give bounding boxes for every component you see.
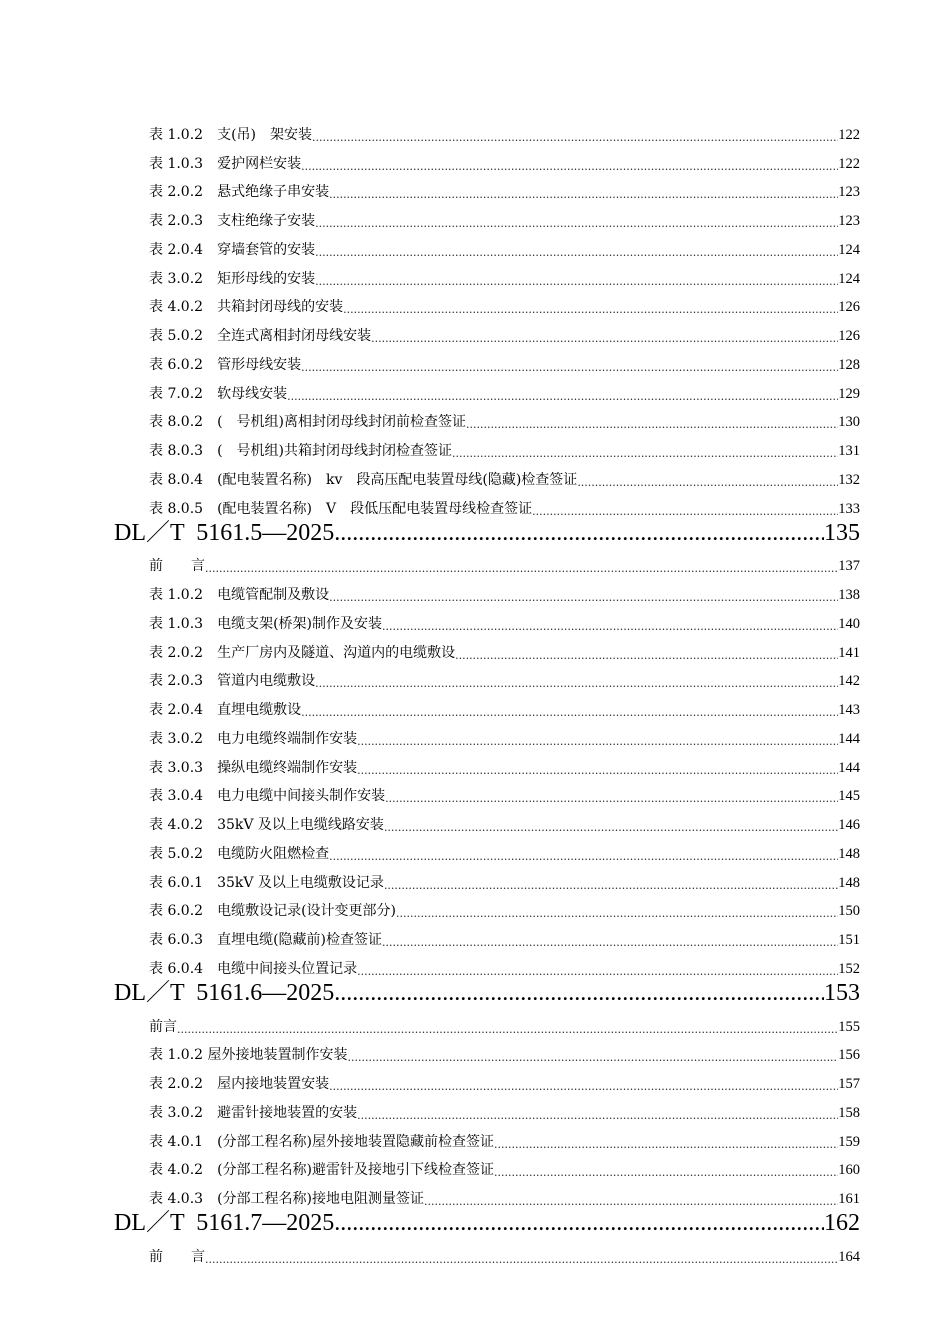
dot-leader [357,735,838,748]
dot-leader [329,591,838,604]
toc-page-number: 138 [838,587,860,603]
dot-leader [205,562,838,575]
toc-entry[interactable] [114,1237,860,1266]
dot-leader [177,1023,838,1036]
toc-entry-title: 表 6.0.3 直埋电缆(隐藏前)检查签证 [149,932,382,948]
toc-entry-title: 表 2.0.4 穿墙套管的安装 [149,241,316,258]
toc-entry-title: 表 1.0.2 支(吊) 架安装 [149,126,312,143]
toc-entry-title: 表 5.0.2 电缆防火阻燃检查 [149,845,330,862]
toc-page-number: 131 [838,443,860,459]
toc-entry-title: 表 4.0.3 (分部工程名称)接地电阻测量签证 [149,1191,424,1207]
toc-page-number: 126 [838,299,860,316]
toc-page-number: 128 [838,356,860,373]
toc-entry-title: 表 3.0.2 避雷针接地装置的安装 [149,1104,358,1121]
toc-entry-title: 表 8.0.5 (配电装置名称) V 段低压配电装置母线检查签证 [149,500,533,517]
toc-entry[interactable] [114,748,860,777]
toc-page-number: 124 [838,241,860,258]
toc-page-number: 135 [824,519,860,546]
dot-leader [312,131,838,144]
toc-page-number: 160 [838,1162,860,1179]
toc-entry-title: 表 1.0.3 爱护网栏安装 [149,155,302,172]
dot-leader [357,965,838,978]
toc-entry[interactable] [114,920,860,949]
dot-leader [315,275,838,288]
toc-page-number: 143 [838,702,860,718]
toc-entry-title: 表 6.0.2 电缆敷设记录(设计变更部分) [149,903,396,920]
toc-entry-title: 表 4.0.2 35kV 及以上电缆线路安装 [149,817,384,833]
toc-entry[interactable] [114,1093,860,1122]
toc-entry-title: 表 4.0.1 (分部工程名称)屋外接地装置隐藏前检查签证 [149,1133,494,1150]
toc-entry[interactable] [114,719,860,748]
toc-entry[interactable] [114,288,860,317]
toc-entry-title: 表 4.0.2 共箱封闭母线的安装 [149,299,344,316]
toc-entry[interactable] [114,1151,860,1180]
toc-entry-title: 表 2.0.2 生产厂房内及隧道、沟道内的电缆敷设 [149,644,456,661]
toc-entry[interactable] [114,460,860,489]
toc-page-number: 133 [838,500,860,517]
toc-page-number: 159 [838,1133,860,1150]
toc-entry[interactable] [114,1064,860,1093]
toc-page-number: 144 [838,759,860,776]
toc-entry-title: 表 6.0.1 35kV 及以上电缆敷设记录 [149,874,384,891]
toc-entry-title: 表 3.0.2 电力电缆终端制作安装 [149,730,358,747]
toc-section-title: DL／T 5161.7—2025 [114,1210,335,1236]
toc-entry[interactable] [114,575,860,604]
toc-page-number: 162 [824,1210,860,1236]
toc-entry[interactable] [114,115,860,144]
toc-page-number: 144 [838,730,860,747]
toc-entry-title: 表 2.0.2 屋内接地装置安装 [149,1076,330,1092]
dot-leader [334,520,824,547]
dot-leader [301,160,838,173]
toc-page-number: 122 [838,155,860,172]
dot-leader [494,1138,838,1151]
toc-entry-title: 表 1.0.2 电缆管配制及敷设 [149,587,330,603]
toc-entry[interactable] [114,1007,860,1036]
toc-entry[interactable] [114,316,860,345]
toc-entry-title: 表 2.0.2 悬式绝缘子串安装 [149,184,330,201]
dot-leader [357,764,838,777]
toc-entry-title: 表 2.0.3 支柱绝缘子安装 [149,213,316,229]
toc-page-number: 158 [838,1104,860,1121]
dot-leader [384,821,838,834]
toc-entry[interactable] [114,834,860,863]
toc-page-number: 122 [838,126,860,143]
toc-entry[interactable] [114,863,860,892]
toc-entry[interactable] [114,633,860,662]
toc-entry-title: 表 8.0.3 ( 号机组)共箱封闭母线封闭检查签证 [149,443,452,459]
toc-entry[interactable] [114,1036,860,1065]
toc-page-number: 140 [838,615,860,632]
toc-entry-title: 表 8.0.4 (配电装置名称) kv 段高压配电装置母线(隐藏)检查签证 [149,471,578,488]
toc-page-number: 123 [838,184,860,201]
dot-leader [315,217,838,230]
dot-leader [329,188,838,201]
toc-page-number: 145 [838,788,860,805]
toc-page-number: 157 [838,1076,860,1092]
toc-section-title: DL／T 5161.5—2025 [114,519,335,546]
toc-section-heading[interactable] [114,518,860,547]
toc-entry[interactable] [114,144,860,173]
toc-entry[interactable] [114,805,860,834]
toc-entry[interactable] [114,230,860,259]
toc-page-number: 141 [838,644,860,661]
dot-leader [396,907,838,920]
dot-leader [343,303,838,316]
toc-entry[interactable] [114,690,860,719]
toc-entry-title: 前 言 [149,558,205,575]
toc-entry[interactable] [114,403,860,432]
toc-page-number: 164 [838,1248,860,1265]
toc-entry[interactable] [114,777,860,806]
toc-entry[interactable] [114,1122,860,1151]
toc-entry-title: 表 1.0.3 电缆支架(桥架)制作及安装 [149,615,382,632]
dot-leader [384,879,838,892]
toc-entry[interactable] [114,201,860,230]
dot-leader [382,936,838,949]
toc-page-number: 132 [838,471,860,488]
toc-page-number: 153 [824,979,860,1006]
dot-leader [329,850,838,863]
toc-page-number: 126 [838,328,860,344]
toc-entry[interactable] [114,489,860,518]
dot-leader [348,1051,839,1064]
toc-section-title: DL／T 5161.6—2025 [114,979,335,1006]
toc-entry-title: 表 2.0.3 管道内电缆敷设 [149,673,316,690]
toc-page-number: 137 [838,558,860,575]
toc-page-number: 130 [838,414,860,431]
toc-entry-title: 表 7.0.2 软母线安装 [149,385,288,402]
toc-entry[interactable] [114,259,860,288]
toc-page-number: 150 [838,903,860,920]
dot-leader [287,390,838,403]
dot-leader [382,620,838,633]
toc-section-heading[interactable] [114,978,860,1007]
toc-entry-title: 表 6.0.2 管形母线安装 [149,356,302,373]
toc-entry[interactable] [114,345,860,374]
toc-entry-title: 表 5.0.2 全连式离相封闭母线安装 [149,328,372,344]
toc-page-number: 152 [838,960,860,977]
dot-leader [424,1195,838,1208]
toc-entry[interactable] [114,374,860,403]
dot-leader [205,1253,838,1266]
toc-entry-title: 表 3.0.3 操纵电缆终端制作安装 [149,759,358,776]
toc-entry-title: 前言 [149,1018,177,1035]
toc-entry[interactable] [114,547,860,576]
dot-leader [334,980,824,1007]
dot-leader [385,792,838,805]
dot-leader [315,677,838,690]
dot-leader [334,1210,824,1237]
toc-entry-title: 表 8.0.2 ( 号机组)离相封闭母线封闭前检查签证 [149,414,466,431]
dot-leader [357,1109,838,1122]
toc-page-number: 148 [838,874,860,891]
toc-page-number: 161 [838,1191,860,1207]
toc-entry-title: 表 4.0.2 (分部工程名称)避雷针及接地引下线检查签证 [149,1162,494,1179]
dot-leader [301,361,838,374]
toc-page-number: 129 [838,385,860,402]
toc-entry[interactable] [114,949,860,978]
toc-entry[interactable] [114,662,860,691]
toc-entry[interactable] [114,604,860,633]
toc-entry[interactable] [114,431,860,460]
toc-entry[interactable] [114,173,860,202]
dot-leader [494,1166,838,1179]
toc-entry[interactable] [114,1179,860,1208]
toc-page-number: 123 [838,213,860,229]
toc-entry-title: 表 2.0.4 直埋电缆敷设 [149,702,302,718]
toc-entry-title: 表 3.0.4 电力电缆中间接头制作安装 [149,788,386,805]
dot-leader [466,418,838,431]
toc-entry-title: 表 1.0.2 屋外接地装置制作安装 [149,1047,348,1064]
dot-leader [329,1080,838,1093]
toc-entry[interactable] [114,892,860,921]
table-of-contents [114,115,860,1266]
toc-page-number: 146 [838,817,860,833]
toc-page-number: 155 [838,1018,860,1035]
toc-page-number: 142 [838,673,860,690]
dot-leader [301,706,838,719]
dot-leader [455,649,838,662]
toc-page-number: 148 [838,845,860,862]
toc-entry-title: 表 6.0.4 电缆中间接头位置记录 [149,960,358,977]
toc-page-number: 156 [838,1047,860,1064]
dot-leader [532,505,838,518]
toc-section-heading[interactable] [114,1208,860,1237]
toc-page-number: 124 [838,270,860,287]
toc-entry-title: 表 3.0.2 矩形母线的安装 [149,270,316,287]
toc-entry-title: 前 言 [149,1248,205,1265]
dot-leader [452,447,838,460]
dot-leader [371,332,838,345]
dot-leader [577,476,838,489]
toc-page-number: 151 [838,932,860,948]
dot-leader [315,246,838,259]
